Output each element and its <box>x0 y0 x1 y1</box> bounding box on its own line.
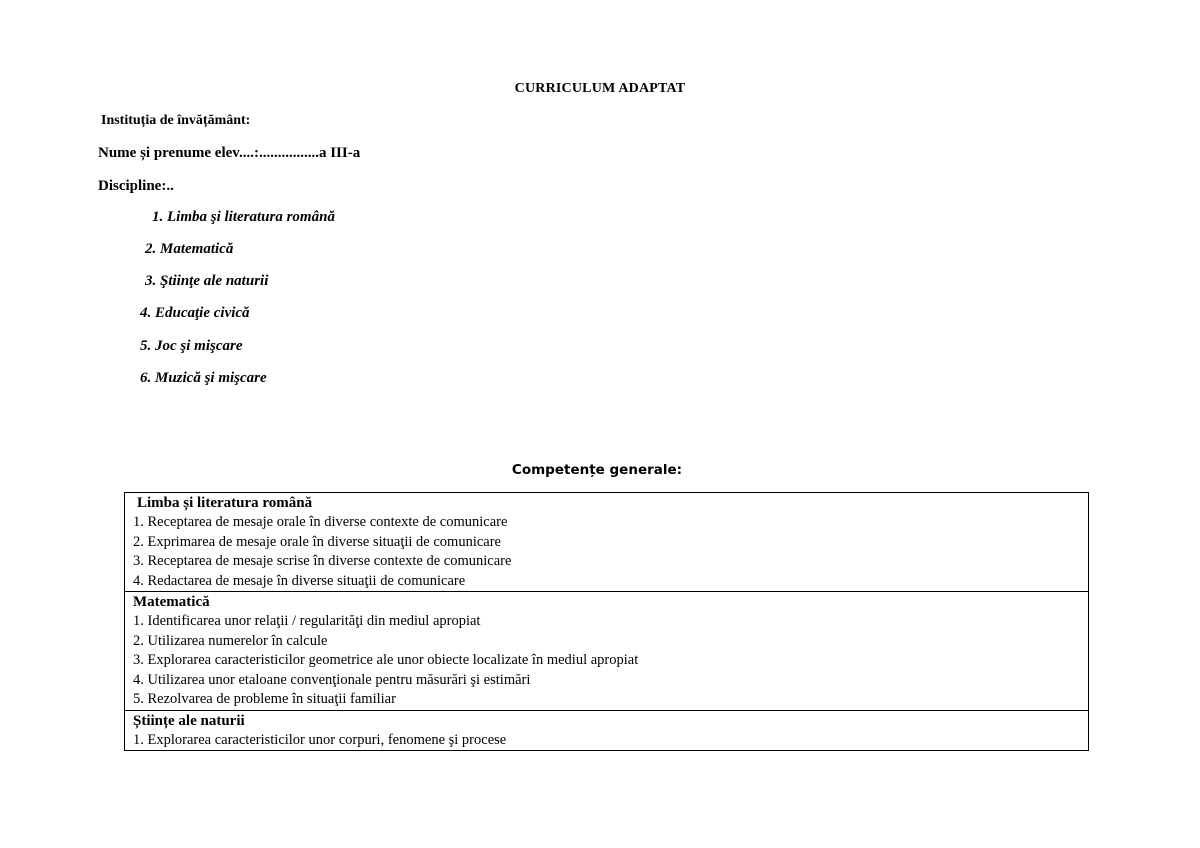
discipline-item: 2. Matematică <box>145 241 234 257</box>
competence-section-science <box>125 710 1088 751</box>
competence-item: 1. Explorarea caracteristicilor unor corpuri, fenomene şi procese <box>133 731 507 748</box>
competence-item: 2. Utilizarea numerelor în calcule <box>133 632 328 649</box>
competence-item: 2. Exprimarea de mesaje orale în diverse situaţii de comunicare <box>133 533 501 550</box>
competence-section-romanian <box>125 493 1088 591</box>
competence-item: 3. Receptarea de mesaje scrise în diverse contexte de comunicare <box>133 553 512 569</box>
discipline-item: 1. Limba şi literatura română <box>152 209 335 225</box>
competences-table <box>124 492 1089 751</box>
discipline-item: 6. Muzică şi mişcare <box>140 370 267 386</box>
discipline-item: 3. Ştiinţe ale naturii <box>145 273 269 289</box>
document-title: CURRICULUM ADAPTAT <box>514 81 686 96</box>
competence-item: 5. Rezolvarea de probleme în situaţii familiar <box>133 691 396 707</box>
disciplines-label: Discipline:.. <box>98 178 174 194</box>
competence-item: 1. Receptarea de mesaje orale în diverse contexte de comunicare <box>133 514 508 530</box>
competence-item: 4. Redactarea de mesaje în diverse situaţii de comunicare <box>133 572 466 589</box>
section-title: Matematică <box>133 594 210 610</box>
competence-item: 1. Identificarea unor relaţii / regularităţi din mediul apropiat <box>133 613 481 629</box>
discipline-item: 5. Joc şi mişcare <box>140 338 243 354</box>
competence-item: 3. Explorarea caracteristicilor geometrice ale unor obiecte localizate în mediul apropiat <box>133 652 639 668</box>
section-title: Științe ale naturii <box>133 712 245 729</box>
competences-heading: Competențe generale: <box>511 462 683 478</box>
competence-section-math <box>125 591 1088 710</box>
institution-label: Instituția de învățământ: <box>101 113 251 128</box>
discipline-item: 4. Educaţie civică <box>140 305 250 321</box>
section-title: Limba și literatura română <box>137 495 313 511</box>
student-name-line: Nume și prenume elev....:................a III-a <box>98 145 361 161</box>
competence-item: 4. Utilizarea unor etaloane convenţionale pentru măsurări şi estimări <box>133 671 531 688</box>
